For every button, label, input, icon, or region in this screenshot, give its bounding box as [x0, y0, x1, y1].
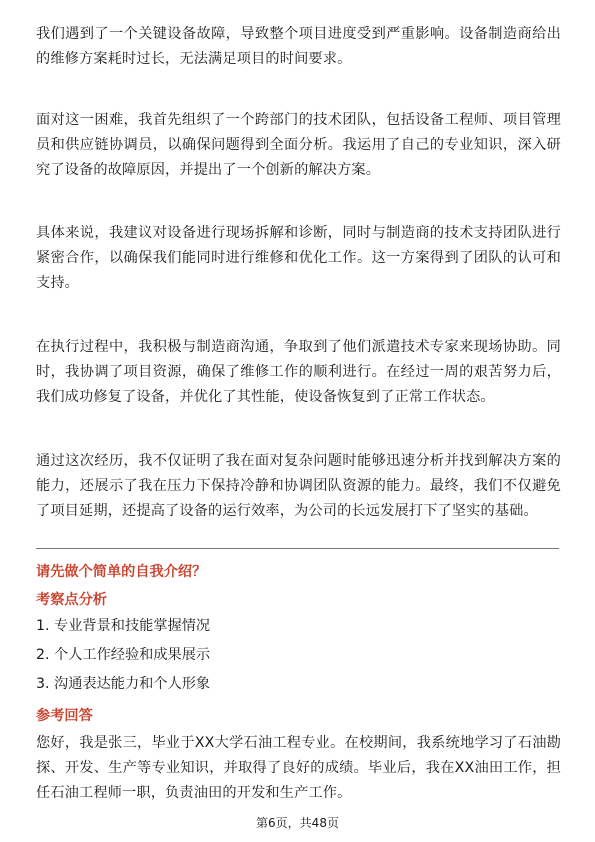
interview-question: 请先做个简单的自我介绍？	[36, 564, 207, 580]
paragraph-proposed-solution: 具体来说，我建议对设备进行现场拆解和诊断，同时与制造商的技术支持团队进行紧密合作，以确保我们能同时进行维修和优化工作。这一方案得到了团队的认可和支持。	[36, 225, 561, 291]
paragraph-team-organization: 面对这一困难，我首先组织了一个跨部门的技术团队，包括设备工程师、项目管理员和供应链协调员，以确保问题得到全面分析。我运用了自己的专业知识，深入研究了设备的故障原因，并提出了一个创新的解决方案。	[36, 112, 561, 178]
analysis-item: 1. 专业背景和技能掌握情况	[36, 618, 211, 634]
page-number: 第6页，共48页	[256, 816, 339, 830]
section-divider	[36, 548, 559, 549]
answer-text: 您好，我是张三，毕业于XX大学石油工程专业。在校期间，我系统地学习了石油勘探、开发、生产等专业知识，并取得了良好的成绩。毕业后，我在XX油田工作，担任石油工程师一职，负责油田的开发和生产工作。	[36, 735, 561, 801]
answer-heading: 参考回答	[36, 708, 93, 724]
analysis-heading: 考察点分析	[36, 592, 107, 608]
paragraph-equipment-failure: 我们遇到了一个关键设备故障，导致整个项目进度受到严重影响。设备制造商给出的维修方案耗时过长，无法满足项目的时间要求。	[36, 26, 561, 67]
analysis-item: 3. 沟通表达能力和个人形象	[36, 676, 211, 692]
paragraph-conclusion: 通过这次经历，我不仅证明了我在面对复杂问题时能够迅速分析并找到解决方案的能力，还展示了我在压力下保持冷静和协调团队资源的能力。最终，我们不仅避免了项目延期，还提高了设备的运行效率，为公司的长远发展打下了坚实的基础。	[36, 453, 561, 519]
paragraph-execution: 在执行过程中，我积极与制造商沟通，争取到了他们派遣技术专家来现场协助。同时，我协调了项目资源，确保了维修工作的顺利进行。在经过一周的艰苦努力后，我们成功修复了设备，并优化了其性能，使设备恢复到了正常工作状态。	[36, 339, 561, 405]
analysis-item: 2. 个人工作经验和成果展示	[36, 647, 211, 663]
